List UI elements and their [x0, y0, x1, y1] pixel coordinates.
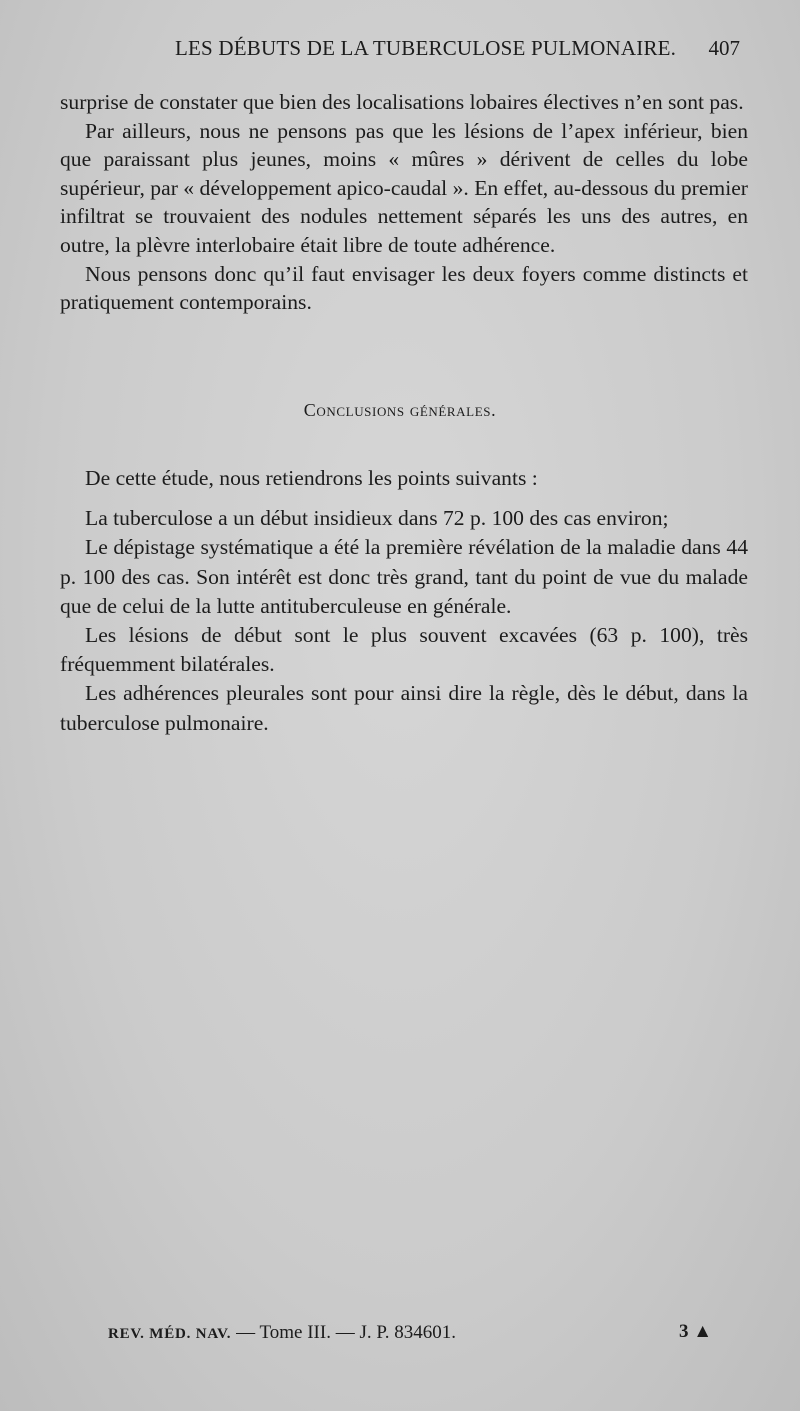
- page-footer: [108, 1322, 708, 1344]
- conclusions-lead: De cette étude, nous retiendrons les points suivants :: [85, 466, 538, 490]
- signature-mark: 3 ▲: [678, 1321, 712, 1342]
- page-header: [60, 36, 740, 66]
- conclusion-item: Le dépistage systématique a été la première révélation de la maladie dans 44 p. 100 des cas. Son intérêt est donc très grand, tant du point de vue du malade que de celui de la lutte antituberculeuse en générale.: [60, 535, 748, 618]
- running-head: LES DÉBUTS DE LA TUBERCULOSE PULMONAIRE.: [175, 36, 677, 60]
- journal-abbreviation: REV. MÉD. NAV.: [108, 1326, 232, 1342]
- conclusion-item: La tuberculose a un début insidieux dans 72 p. 100 des cas environ;: [85, 506, 669, 531]
- conclusion-item: Les adhérences pleurales sont pour ainsi dire la règle, dès le début, dans la tuberculose pulmonaire.: [60, 681, 748, 735]
- body-text: [60, 88, 748, 317]
- conclusion-item: Les lésions de début sont le plus souvent excavées (63 p. 100), très fréquemment bilatérales.: [60, 623, 748, 677]
- conclusions-section: [60, 464, 748, 738]
- paragraph: surprise de constater que bien des localisations lobaires électives n’en sont pas.: [60, 90, 744, 114]
- page-number: 407: [708, 36, 740, 60]
- footer-reference: — Tome III. — J. P. 834601.: [231, 1322, 457, 1343]
- section-title: Conclusions générales.: [303, 400, 497, 420]
- paragraph: Par ailleurs, nous ne pensons pas que les lésions de l’apex inférieur, bien que paraissant plus jeunes, moins « mûres » dérivent de celles du lobe supérieur, par « développement apico-caudal ». En effet, au-dessous du premier infiltrat se trouvaient des nodules nettement séparés les uns des autres, en outre, la plèvre interlobaire était libre de toute adhérence.: [60, 118, 748, 257]
- paragraph: Nous pensons donc qu’il faut envisager les deux foyers comme distincts et pratiquement contemporains.: [60, 261, 748, 315]
